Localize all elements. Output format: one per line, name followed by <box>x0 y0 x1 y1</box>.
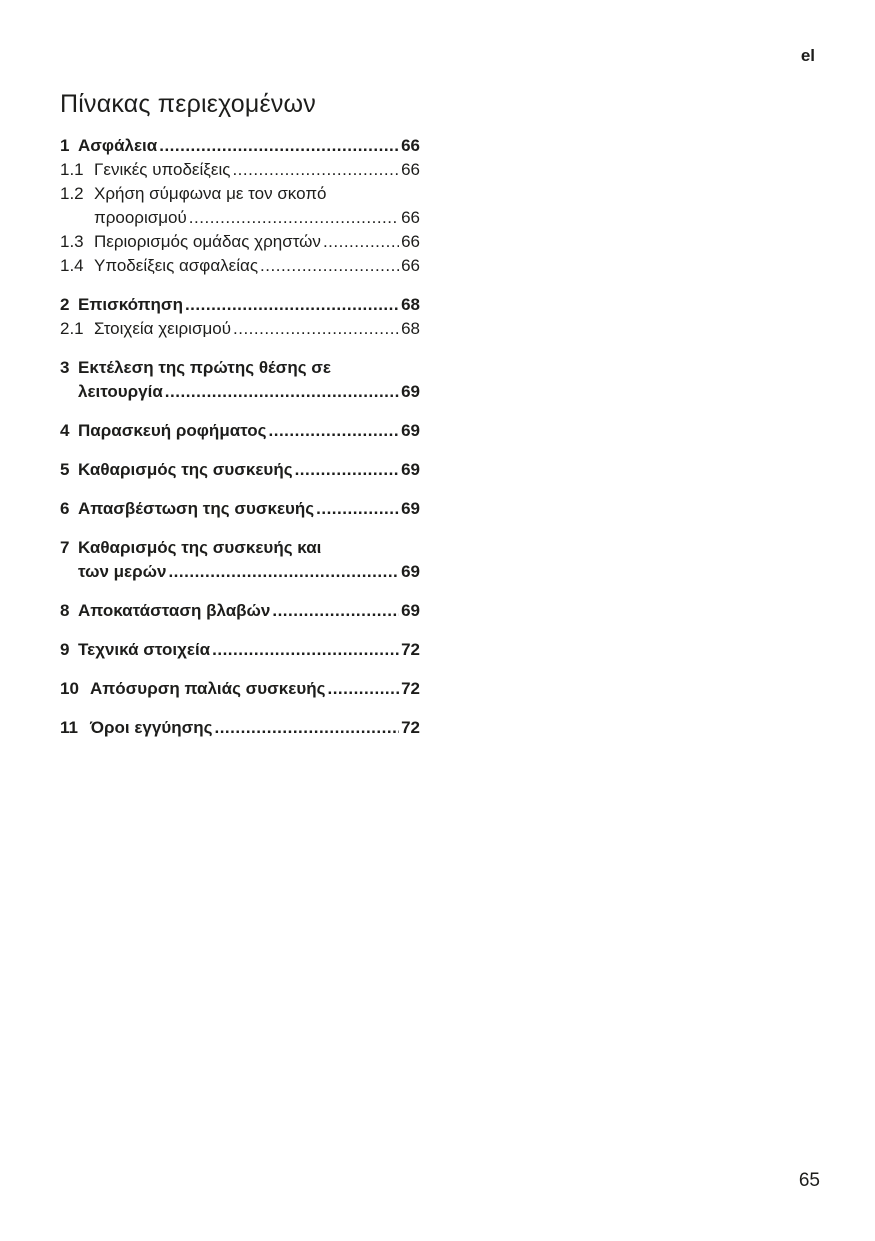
toc-page: 68 <box>401 319 420 338</box>
toc-entry-8[interactable] <box>60 599 420 623</box>
toc-entry-7[interactable] <box>60 536 420 584</box>
dot-leader <box>327 677 399 701</box>
toc-entry-1-2[interactable] <box>60 182 420 230</box>
toc-entry-11[interactable] <box>60 716 420 740</box>
dot-leader <box>165 380 399 404</box>
toc-entry-3[interactable] <box>60 356 420 404</box>
toc-number: 7 <box>60 538 70 557</box>
toc-entry-4[interactable] <box>60 419 420 443</box>
toc-title-line1: Καθαρισμός της συσκευής και <box>78 538 322 557</box>
toc-page: 69 <box>401 601 420 620</box>
toc-entry-10[interactable] <box>60 677 420 701</box>
toc-entry-1[interactable] <box>60 134 420 158</box>
toc-page: 69 <box>401 421 420 440</box>
toc-number: 2.1 <box>60 319 84 338</box>
toc-entry-2-1[interactable] <box>60 317 420 341</box>
toc-title: Αποκατάσταση βλαβών <box>78 601 271 620</box>
toc-title: Απασβέστωση της συσκευής <box>78 499 315 518</box>
toc-number: 9 <box>60 640 70 659</box>
toc-number: 5 <box>60 460 70 479</box>
toc-entry-1-1[interactable] <box>60 158 420 182</box>
toc-entry-5[interactable] <box>60 458 420 482</box>
toc-page: 66 <box>401 160 420 179</box>
dot-leader <box>316 497 399 521</box>
toc-title: Περιορισμός ομάδας χρηστών <box>94 232 321 251</box>
toc-number: 3 <box>60 358 70 377</box>
toc-title-line1: Χρήση σύμφωνα με τον σκοπό <box>94 184 327 203</box>
toc-title: Στοιχεία χειρισμού <box>94 319 231 338</box>
dot-leader <box>233 317 399 341</box>
page-title: Πίνακας περιεχομένων <box>60 90 316 118</box>
dot-leader <box>323 230 399 254</box>
toc-number: 11 <box>60 718 78 737</box>
toc-number: 1.1 <box>60 160 84 179</box>
dot-leader <box>260 254 399 278</box>
toc-title-line2: λειτουργία <box>78 382 163 401</box>
toc-page: 68 <box>401 295 420 314</box>
dot-leader <box>269 419 400 443</box>
dot-leader <box>185 293 399 317</box>
page-number: 65 <box>798 1170 820 1191</box>
toc-page: 69 <box>401 499 420 518</box>
dot-leader <box>168 560 399 584</box>
dot-leader <box>189 206 399 230</box>
toc-entry-6[interactable] <box>60 497 420 521</box>
toc-number: 1.4 <box>60 256 84 275</box>
toc-number: 4 <box>60 421 70 440</box>
table-of-contents <box>60 134 420 740</box>
toc-page: 66 <box>401 136 420 155</box>
toc-page: 72 <box>401 718 420 737</box>
toc-entry-9[interactable] <box>60 638 420 662</box>
toc-title-line2: προορισμού <box>94 208 187 227</box>
toc-title: Τεχνικά στοιχεία <box>78 640 211 659</box>
toc-number: 1.3 <box>60 232 84 251</box>
toc-page: 69 <box>401 382 420 401</box>
toc-entry-1-4[interactable] <box>60 254 420 278</box>
toc-title: Παρασκευή ροφήματος <box>78 421 267 440</box>
dot-leader <box>295 458 400 482</box>
toc-page: 72 <box>401 679 420 698</box>
toc-title: Ασφάλεια <box>78 136 158 155</box>
dot-leader <box>214 716 399 740</box>
toc-entry-1-3[interactable] <box>60 230 420 254</box>
toc-title: Όροι εγγύησης <box>90 718 213 737</box>
toc-title-line1: Εκτέλεση της πρώτης θέσης σε <box>78 358 331 377</box>
toc-page: 66 <box>401 208 420 227</box>
dot-leader <box>232 158 399 182</box>
dot-leader <box>212 638 399 662</box>
toc-number: 6 <box>60 499 70 518</box>
toc-number: 10 <box>60 679 79 698</box>
toc-number: 8 <box>60 601 70 620</box>
toc-title: Απόσυρση παλιάς συσκευής <box>90 679 326 698</box>
toc-number: 1.2 <box>60 184 84 203</box>
toc-number: 2 <box>60 295 70 314</box>
dot-leader <box>159 134 399 158</box>
toc-page: 66 <box>401 256 420 275</box>
toc-title: Καθαρισμός της συσκευής <box>78 460 293 479</box>
toc-title: Γενικές υποδείξεις <box>94 160 231 179</box>
language-code: el <box>800 46 815 65</box>
toc-page: 72 <box>401 640 420 659</box>
toc-title: Επισκόπηση <box>78 295 183 314</box>
toc-title-line2: των μερών <box>78 562 167 581</box>
toc-page: 69 <box>401 460 420 479</box>
toc-title: Υποδείξεις ασφαλείας <box>94 256 259 275</box>
toc-entry-2[interactable] <box>60 293 420 317</box>
dot-leader <box>272 599 399 623</box>
toc-page: 66 <box>401 232 420 251</box>
toc-page: 69 <box>401 562 420 581</box>
toc-number: 1 <box>60 136 70 155</box>
